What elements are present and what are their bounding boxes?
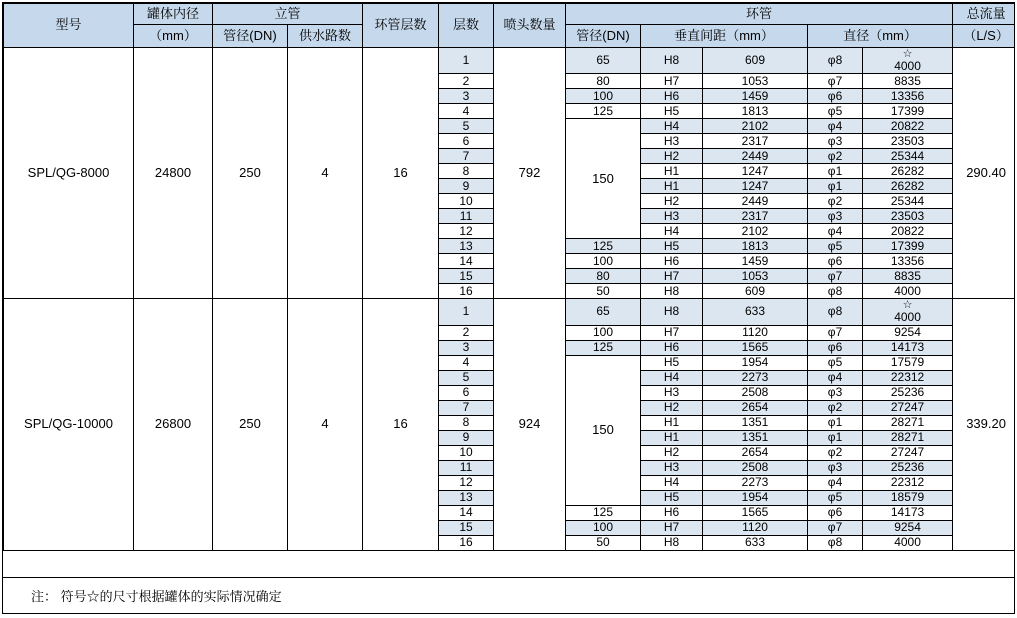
cell-layer: 7 — [439, 149, 494, 164]
header-vertical-spacing — [641, 25, 808, 48]
cell-spacing-label: H3 — [641, 385, 703, 400]
cell-spacing-label: H6 — [641, 505, 703, 520]
cell-layer: 6 — [439, 134, 494, 149]
cell-vertical-spacing: 1247 — [703, 179, 808, 194]
cell-layer: 13 — [439, 490, 494, 505]
header-tank-inner-dia-unit: （mm） — [134, 25, 213, 48]
header-model: 型号 — [4, 4, 134, 48]
star-icon: ☆ — [902, 299, 913, 312]
cell-vertical-spacing: 2273 — [703, 370, 808, 385]
cell-spacing-label: H1 — [641, 415, 703, 430]
cell-diameter: 9254 — [863, 520, 953, 535]
cell-layer: 3 — [439, 89, 494, 104]
cell-spacing-label: H6 — [641, 254, 703, 269]
cell-ring-dn: 125 — [566, 505, 641, 520]
cell-diameter: 17399 — [863, 104, 953, 119]
cell-layer: 9 — [439, 179, 494, 194]
cell-diameter: 26282 — [863, 164, 953, 179]
cell-diameter: 22312 — [863, 370, 953, 385]
cell-diameter-label: φ6 — [808, 89, 863, 104]
cell-spacing-label: H2 — [641, 194, 703, 209]
cell-diameter-label: φ3 — [808, 134, 863, 149]
cell-vertical-spacing: 2654 — [703, 445, 808, 460]
cell-diameter-label: φ5 — [808, 104, 863, 119]
cell-total-flow: 339.20 — [953, 299, 1014, 550]
cell-vertical-spacing: 2654 — [703, 400, 808, 415]
cell-diameter: 8835 — [863, 269, 953, 284]
cell-diameter — [863, 48, 953, 74]
cell-layer: 1 — [439, 299, 494, 325]
cell-diameter: 28271 — [863, 415, 953, 430]
cell-layer: 1 — [439, 48, 494, 74]
table-header — [4, 4, 1015, 48]
cell-ring-dn: 125 — [566, 239, 641, 254]
cell-layer: 14 — [439, 505, 494, 520]
cell-layer: 16 — [439, 535, 494, 550]
cell-ring-dn: 50 — [566, 535, 641, 550]
cell-layer: 2 — [439, 325, 494, 340]
cell-diameter-label: φ6 — [808, 340, 863, 355]
cell-ring-dn: 65 — [566, 48, 641, 74]
cell-diameter: 13356 — [863, 89, 953, 104]
cell-diameter-label: φ1 — [808, 164, 863, 179]
table-row — [4, 299, 1015, 325]
header-diameter-label: 直径 — [843, 27, 870, 43]
cell-ring-layers: 16 — [363, 48, 439, 299]
cell-vertical-spacing: 1813 — [703, 239, 808, 254]
cell-vertical-spacing: 633 — [703, 299, 808, 325]
cell-diameter-label: φ5 — [808, 490, 863, 505]
cell-diameter-label: φ8 — [808, 535, 863, 550]
cell-diameter: 23503 — [863, 134, 953, 149]
cell-diameter: 8835 — [863, 74, 953, 89]
cell-diameter-label: φ3 — [808, 209, 863, 224]
cell-vertical-spacing: 1565 — [703, 505, 808, 520]
header-total-flow-unit: （L/S） — [953, 25, 1014, 48]
cell-diameter-label: φ7 — [808, 325, 863, 340]
cell-diameter — [863, 299, 953, 325]
header-ring: 环管 — [566, 4, 953, 25]
cell-diameter: 25344 — [863, 194, 953, 209]
cell-diameter-label: φ6 — [808, 254, 863, 269]
cell-vertical-spacing: 2102 — [703, 119, 808, 134]
cell-layer: 10 — [439, 445, 494, 460]
cell-diameter-value: 4000 — [894, 59, 921, 74]
cell-spacing-label: H7 — [641, 74, 703, 89]
cell-riser-paths: 4 — [288, 299, 363, 550]
cell-spacing-label: H7 — [641, 520, 703, 535]
header-row-1 — [4, 4, 1015, 25]
header-vertical-spacing-unit: （mm） — [726, 27, 774, 43]
cell-diameter: 17399 — [863, 239, 953, 254]
cell-spacing-label: H8 — [641, 284, 703, 299]
header-nozzle-count: 喷头数量 — [494, 4, 566, 48]
cell-diameter-label: φ6 — [808, 505, 863, 520]
cell-ring-dn: 100 — [566, 89, 641, 104]
cell-diameter-label: φ4 — [808, 224, 863, 239]
cell-layer: 13 — [439, 239, 494, 254]
cell-diameter: 14173 — [863, 340, 953, 355]
cell-spacing-label: H8 — [641, 48, 703, 74]
cell-vertical-spacing: 2449 — [703, 149, 808, 164]
cell-diameter: 13356 — [863, 254, 953, 269]
header-diameter-unit: （mm） — [869, 27, 917, 43]
cell-diameter: 9254 — [863, 325, 953, 340]
cell-layer: 4 — [439, 355, 494, 370]
cell-spacing-label: H4 — [641, 370, 703, 385]
cell-layer: 8 — [439, 415, 494, 430]
cell-vertical-spacing: 1954 — [703, 490, 808, 505]
cell-vertical-spacing: 1954 — [703, 355, 808, 370]
footnote — [3, 577, 1014, 613]
cell-nozzle-count: 792 — [494, 48, 566, 299]
star-icon: ☆ — [902, 48, 913, 60]
cell-spacing-label: H2 — [641, 445, 703, 460]
cell-spacing-label: H4 — [641, 475, 703, 490]
cell-diameter-label: φ7 — [808, 520, 863, 535]
cell-layer: 15 — [439, 520, 494, 535]
cell-diameter-label: φ5 — [808, 355, 863, 370]
cell-vertical-spacing: 609 — [703, 284, 808, 299]
header-total-flow: 总流量 — [953, 4, 1014, 25]
cell-diameter-label: φ4 — [808, 119, 863, 134]
cell-diameter: 14173 — [863, 505, 953, 520]
cell-diameter-label: φ2 — [808, 149, 863, 164]
cell-model: SPL/QG-10000 — [4, 299, 134, 550]
cell-diameter: 22312 — [863, 475, 953, 490]
cell-diameter: 20822 — [863, 119, 953, 134]
cell-vertical-spacing: 609 — [703, 48, 808, 74]
cell-spacing-label: H5 — [641, 239, 703, 254]
cell-diameter: 28271 — [863, 430, 953, 445]
cell-diameter-label: φ2 — [808, 445, 863, 460]
table-body — [4, 48, 1015, 551]
cell-vertical-spacing: 2508 — [703, 460, 808, 475]
cell-diameter-label: φ5 — [808, 239, 863, 254]
cell-tank-inner-dia: 24800 — [134, 48, 213, 299]
cell-diameter: 23503 — [863, 209, 953, 224]
header-ring-dn: 管径(DN) — [566, 25, 641, 48]
cell-model: SPL/QG-8000 — [4, 48, 134, 299]
cell-layer: 4 — [439, 104, 494, 119]
cell-vertical-spacing: 2449 — [703, 194, 808, 209]
cell-ring-dn: 50 — [566, 284, 641, 299]
cell-diameter-label: φ3 — [808, 460, 863, 475]
header-tank-inner-dia: 罐体内径 — [134, 4, 213, 25]
cell-layer: 6 — [439, 385, 494, 400]
header-riser: 立管 — [213, 4, 363, 25]
cell-ring-dn: 125 — [566, 340, 641, 355]
cell-vertical-spacing: 1120 — [703, 325, 808, 340]
cell-vertical-spacing: 1351 — [703, 430, 808, 445]
cell-diameter: 4000 — [863, 535, 953, 550]
cell-layer: 5 — [439, 370, 494, 385]
cell-vertical-spacing: 2317 — [703, 134, 808, 149]
cell-spacing-label: H7 — [641, 325, 703, 340]
table-scroll-area — [3, 3, 1014, 579]
cell-layer: 15 — [439, 269, 494, 284]
cell-spacing-label: H6 — [641, 340, 703, 355]
cell-ring-layers: 16 — [363, 299, 439, 550]
cell-diameter: 27247 — [863, 445, 953, 460]
footnote-text: 注： 符号☆的尺寸根据罐体的实际情况确定 — [31, 589, 282, 604]
cell-layer: 12 — [439, 224, 494, 239]
table-row — [4, 48, 1015, 74]
cell-ring-dn: 80 — [566, 269, 641, 284]
cell-diameter: 20822 — [863, 224, 953, 239]
cell-diameter: 4000 — [863, 284, 953, 299]
cell-diameter: 17579 — [863, 355, 953, 370]
cell-diameter-label: φ8 — [808, 48, 863, 74]
cell-diameter-label: φ7 — [808, 74, 863, 89]
cell-spacing-label: H4 — [641, 119, 703, 134]
header-vertical-spacing-label: 垂直间距 — [674, 27, 727, 43]
cell-total-flow: 290.40 — [953, 48, 1014, 299]
cell-riser-dn: 250 — [213, 48, 288, 299]
cell-spacing-label: H6 — [641, 89, 703, 104]
cell-spacing-label: H1 — [641, 179, 703, 194]
cell-diameter-label: φ1 — [808, 430, 863, 445]
cell-vertical-spacing: 633 — [703, 535, 808, 550]
cell-ring-dn: 100 — [566, 520, 641, 535]
cell-layer: 14 — [439, 254, 494, 269]
cell-vertical-spacing: 1053 — [703, 269, 808, 284]
header-riser-paths: 供水路数 — [288, 25, 363, 48]
cell-diameter: 18579 — [863, 490, 953, 505]
cell-layer: 3 — [439, 340, 494, 355]
cell-diameter-label: φ7 — [808, 269, 863, 284]
cell-ring-dn: 100 — [566, 254, 641, 269]
cell-spacing-label: H5 — [641, 355, 703, 370]
cell-nozzle-count: 924 — [494, 299, 566, 550]
spec-sheet — [2, 2, 1015, 614]
cell-ring-dn: 125 — [566, 104, 641, 119]
sprinkler-spec-table — [3, 3, 1014, 551]
cell-layer: 9 — [439, 430, 494, 445]
cell-diameter-label: φ1 — [808, 179, 863, 194]
cell-vertical-spacing: 1813 — [703, 104, 808, 119]
cell-vertical-spacing: 2273 — [703, 475, 808, 490]
cell-ring-dn: 65 — [566, 299, 641, 325]
cell-vertical-spacing: 1565 — [703, 340, 808, 355]
cell-spacing-label: H3 — [641, 209, 703, 224]
cell-spacing-label: H1 — [641, 430, 703, 445]
cell-spacing-label: H4 — [641, 224, 703, 239]
cell-spacing-label: H2 — [641, 400, 703, 415]
cell-vertical-spacing: 2508 — [703, 385, 808, 400]
cell-layer: 5 — [439, 119, 494, 134]
header-layers: 层数 — [439, 4, 494, 48]
cell-vertical-spacing: 1120 — [703, 520, 808, 535]
cell-layer: 10 — [439, 194, 494, 209]
cell-diameter: 26282 — [863, 179, 953, 194]
cell-spacing-label: H5 — [641, 490, 703, 505]
cell-spacing-label: H2 — [641, 149, 703, 164]
cell-riser-paths: 4 — [288, 48, 363, 299]
cell-spacing-label: H5 — [641, 104, 703, 119]
cell-vertical-spacing: 1053 — [703, 74, 808, 89]
cell-spacing-label: H8 — [641, 299, 703, 325]
cell-diameter-label: φ4 — [808, 475, 863, 490]
cell-ring-dn-main: 150 — [566, 119, 641, 239]
cell-diameter-label: φ2 — [808, 400, 863, 415]
cell-layer: 8 — [439, 164, 494, 179]
cell-tank-inner-dia: 26800 — [134, 299, 213, 550]
cell-ring-dn-main: 150 — [566, 355, 641, 505]
cell-diameter-label: φ8 — [808, 299, 863, 325]
cell-layer: 16 — [439, 284, 494, 299]
cell-vertical-spacing: 2102 — [703, 224, 808, 239]
cell-vertical-spacing: 1459 — [703, 254, 808, 269]
cell-diameter-label: φ3 — [808, 385, 863, 400]
cell-diameter-label: φ2 — [808, 194, 863, 209]
cell-spacing-label: H1 — [641, 164, 703, 179]
cell-ring-dn: 100 — [566, 325, 641, 340]
cell-spacing-label: H8 — [641, 535, 703, 550]
cell-vertical-spacing: 1351 — [703, 415, 808, 430]
cell-diameter-value: 4000 — [894, 310, 921, 325]
cell-diameter-label: φ8 — [808, 284, 863, 299]
cell-riser-dn: 250 — [213, 299, 288, 550]
cell-layer: 7 — [439, 400, 494, 415]
cell-diameter: 25344 — [863, 149, 953, 164]
cell-diameter: 25236 — [863, 385, 953, 400]
cell-vertical-spacing: 2317 — [703, 209, 808, 224]
cell-layer: 11 — [439, 209, 494, 224]
cell-layer: 12 — [439, 475, 494, 490]
cell-spacing-label: H7 — [641, 269, 703, 284]
cell-diameter-label: φ4 — [808, 370, 863, 385]
cell-diameter: 27247 — [863, 400, 953, 415]
cell-layer: 2 — [439, 74, 494, 89]
cell-spacing-label: H3 — [641, 460, 703, 475]
cell-ring-dn: 80 — [566, 74, 641, 89]
cell-spacing-label: H3 — [641, 134, 703, 149]
cell-layer: 11 — [439, 460, 494, 475]
cell-diameter: 25236 — [863, 460, 953, 475]
cell-vertical-spacing: 1247 — [703, 164, 808, 179]
header-riser-dn: 管径(DN) — [213, 25, 288, 48]
header-diameter — [808, 25, 953, 48]
cell-vertical-spacing: 1459 — [703, 89, 808, 104]
header-ring-layers: 环管层数 — [363, 4, 439, 48]
cell-diameter-label: φ1 — [808, 415, 863, 430]
